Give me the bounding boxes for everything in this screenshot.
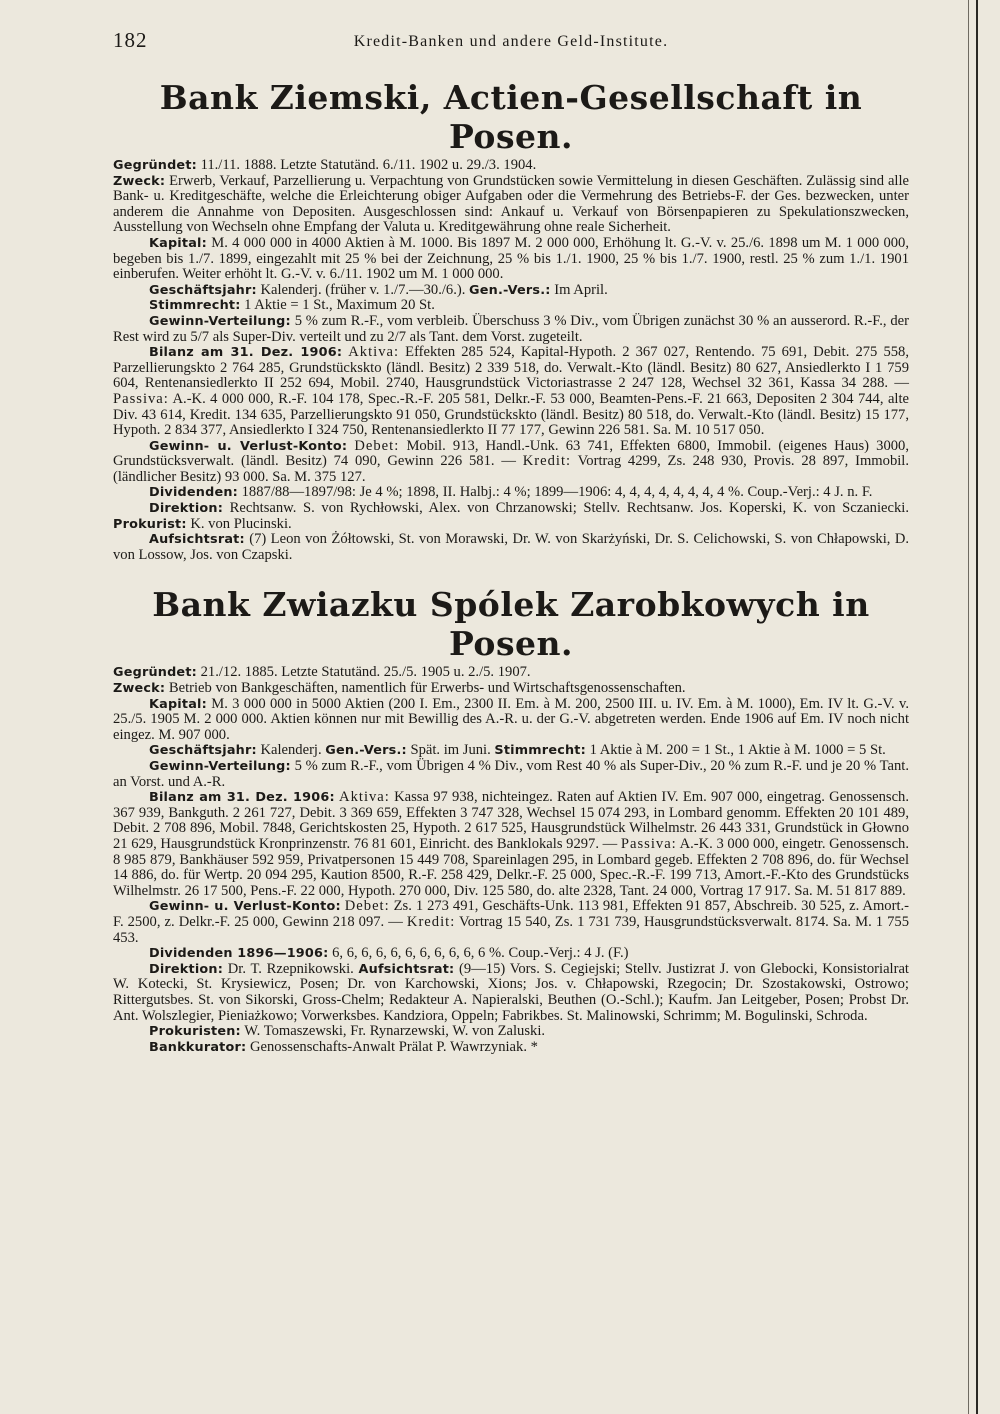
direktion-paragraph: Direktion: Dr. T. Rzepnikowski. Aufsichtsrat: (9—15) Vors. S. Cegiejski; Stellv. Justizrat J. von Glebocki, Konsistorialrat W. Kotecki, St. Krysiewicz, Posen; Dr. von Karchowski, Xions; Jos. v. Chłapowski, Rzegocin; Dr. Szostakowski, Ostrowo; Rittergutsbes. St. von Sikorski, Gross-Chelm; Redakteur A. Napieralski, Beuthen (O.-Schl.); Kaufm. Jan Leitgeber, Posen; Probst Dr. Ant. Wolszlegier, Pieniażkowo; Vorwerksbes. Kandziora, Oppeln; Fabrikbes. St. Malinowski, Schrimm; M. Bogulinski, Schroda. <box>113 960 909 1024</box>
direktion-paragraph: Direktion: Rechtsanw. S. von Rychłowski, Alex. von Chrzanowski; Stellv. Rechtsanw. Jos. Koperski, K. von Sczaniecki. Prokurist: K. von Plucinski. <box>113 500 909 532</box>
gegruendet-line: Gegründet: 21./12. 1885. Letzte Statutänd. 25./5. 1905 u. 2./5. 1907. <box>113 664 531 681</box>
zweck-paragraph: Zweck: Erwerb, Verkauf, Parzellierung u. Verpachtung von Grundstücken sowie Vermittelung in diesen Geschäften. Zulässig sind alle Bank- u. Kreditgeschäfte, welche die Erleichterung obiger Aufgaben oder die Vermehrung des Betriebs-F. der Ges. bezwecken, unter anderem die Annahme von Depositen. Ausgeschlossen sind: Ankauf u. Verkauf von Börsenpapieren zu Spekulationszwecken, Ausstellung von Wechseln ohne Empfang der Valuta u. Kreditgewährung ohne reale Sicherheit. <box>113 172 910 236</box>
kapital-paragraph: Kapital: M. 3 000 000 in 5000 Aktien (200 I. Em., 2300 II. Em. à M. 200, 2500 III. u. IV. Em. à M. 1000), Em. IV lt. G.-V. v. 25./5. 1905 M. 2 000 000. Aktien können nur mit Bewillig des A.-R. u. der G.-V. abgetreten werden. Ende 1906 auf Em. IV noch nicht eingez. M. 907 000. <box>113 695 909 743</box>
dividenden-paragraph: Dividenden 1896—1906: 6, 6, 6, 6, 6, 6, 6, 6, 6, 6, 6 %. Coup.-Verj.: 4 J. (F.) <box>149 945 629 962</box>
gewinn-verlust-paragraph: Gewinn- u. Verlust-Konto: Debet: Mobil. 913, Handl.-Unk. 63 741, Effekten 6800, Immobil. (eigenes Haus) 3000, Grundstücksverwalt. (ländl. Besitz) 74 090, Gewinn 226 581. — Kredit: Vortrag 4299, Zs. 248 930, Provis. 28 897, Immobil. (ländlicher Besitz) 93 000. Sa. M. 375 127. <box>113 437 909 485</box>
page-content <box>113 24 909 1055</box>
gewinnverteilung-paragraph: Gewinn-Verteilung: 5 % zum R.-F., vom Übrigen 4 % Div., vom Rest 40 % als Super-Div., 20 % zum R.-F. und je 20 % Tant. an Vorst. und A.-R. <box>113 758 909 790</box>
aufsichtsrat-paragraph: Aufsichtsrat: (7) Leon von Żółtowski, St. von Morawski, Dr. W. von Skarżyński, Dr. S. Celichowski, S. von Chłapowski, D. von Lossow, Jos. von Czapski. <box>113 531 910 563</box>
geschaeftsjahr-line: Geschäftsjahr: Kalenderj. (früher v. 1./7.—30./6.). Gen.-Vers.: Im April. <box>149 281 608 298</box>
stimmrecht-line: Stimmrecht: 1 Aktie = 1 St., Maximum 20 St. <box>149 297 435 314</box>
bankkurator-line: Bankkurator: Genossenschafts-Anwalt Prälat P. Wawrzyniak. * <box>149 1038 538 1055</box>
zweck-paragraph: Zweck: Betrieb von Bankgeschäften, namentlich für Erwerbs- und Wirtschaftsgenossenschaften. <box>113 680 686 697</box>
bilanz-paragraph: Bilanz am 31. Dez. 1906: Aktiva: Effekten 285 524, Kapital-Hypoth. 2 367 027, Rentendo. 75 691, Debit. 275 558, Parzellierungskto 2 764 285, Grundstückskto (ländl. Besitz) 2 339 518, do. Verwalt.-Kto (ländl. Besitz) 80 627, Ansiedlerkto I 1 759 604, Rentenansiedlerkto II 252 694, Mobil. 2740, Hausgrundstück Victoriastrasse 2 247 128, Wechsel 32 361, Kassa 34 288. — Passiva: A.-K. 4 000 000, R.-F. 104 178, Spec.-R.-F. 205 581, Delkr.-F. 53 000, Beamten-Pens.-F. 21 663, Depositen 2 304 744, alte Div. 43 614, Kredit. 134 635, Parzellierungskto 91 050, Grundstückskto (ländl. Besitz) 80 518, do. Verwalt.-Kto (ländl. Besitz) 15 177, Hypoth. 2 834 377, Ansiedlerkto I 324 750, Rentenansiedlerkto II 77 177, Gewinn 226 581. Sa. M. 10 517 050. <box>113 344 910 439</box>
bilanz-paragraph: Bilanz am 31. Dez. 1906: Aktiva: Kassa 97 938, nichteingez. Raten auf Aktien IV. Em. 907 000, eingetrag. Genossensch. 367 939, Bankguth. 2 261 727, Debit. 3 369 659, Effekten 3 747 328, Wechsel 15 074 293, in Lombard genomm. Effekten 20 101 489, Debit. 2 708 896, Mobil. 7848, Gerichtskosten 25, Hypoth. 2 617 525, Hausgrundstück Wilhelmstr. 26 443 331, Grundstück in Głowno 21 629, Hausgrundstück Kronprinzenstr. 76 81 601, Einricht. des Banklokals 9297. — Passiva: A.-K. 3 000 000, eingetr. Genossensch. 8 985 879, Bankhäuser 592 959, Privatpersonen 15 449 708, Spareinlagen 295, in Lombard gegeb. Effekten 2 708 896, do. für Wechsel 14 886, do. für Wertp. 20 094 295, Kaution 8500, R.-F. 258 429, Delkr.-F. 25 000, Spec.-R.-F. 199 713, Amort.-F.-Kto des Grundstücks Wilhelmstr. 26 17 500, Pens.-F. 22 000, Hypoth. 270 000, Div. 125 580, do. alte 2328, Tant. 24 000, Vortrag 17 917. Sa. M. 51 817 889. <box>113 789 909 899</box>
prokuristen-line: Prokuristen: W. Tomaszewski, Fr. Rynarzewski, W. von Zaluski. <box>149 1023 546 1040</box>
page-edge-line <box>976 0 978 1414</box>
gegruendet-line: Gegründet: 11./11. 1888. Letzte Statutänd. 6./11. 1902 u. 29./3. 1904. <box>113 157 537 173</box>
geschaeftsjahr-line: Geschäftsjahr: Kalenderj. Gen.-Vers.: Spät. im Juni. Stimmrecht: 1 Aktie à M. 200 = 1 St., 1 Aktie à M. 1000 = 5 St. <box>149 742 886 759</box>
kapital-paragraph: Kapital: M. 4 000 000 in 4000 Aktien à M. 1000. Bis 1897 M. 2 000 000, Erhöhung lt. G.-V. v. 25./6. 1898 um M. 1 000 000, begeben bis 1./7. 1899, eingezahlt mit 25 % bei der Zeichnung, 25 % bis 1./1. 1900, 25 % bis 1./7. 1900, restl. 25 % zum 1./1. 1901 einberufen. Weiter erhöht lt. G.-V. v. 6./11. 1902 um M. 1 000 000. <box>113 234 909 283</box>
page-edge-line-inner <box>968 0 969 1414</box>
gewinn-verlust-paragraph: Gewinn- u. Verlust-Konto: Debet: Zs. 1 273 491, Geschäfts-Unk. 113 981, Effekten 91 857, Abschreib. 30 525, z. Amort.-F. 2500, z. Delkr.-F. 25 000, Gewinn 218 097. — Kredit: Vortrag 15 540, Zs. 1 731 739, Hausgrundstücksverwalt. 8174. Sa. M. 1 755 453. <box>113 898 910 946</box>
dividenden-paragraph: Dividenden: 1887/88—1897/98: Je 4 %; 1898, II. Halbj.: 4 %; 1899—1906: 4, 4, 4, 4, 4, 4, 4, 4 %. Coup.-Verj.: 4 J. n. F. <box>149 484 873 501</box>
page-number: 182 <box>113 28 148 52</box>
gewinnverteilung-paragraph: Gewinn-Verteilung: 5 % zum R.-F., vom verbleib. Überschuss 3 % Div., vom Übrigen zunächst 30 % an ausserord. R.-F., der Rest wird zu 5/7 als Super-Div. verteilt und zu 2/7 als Tant. dem Vorst. zugeteilt. <box>113 312 909 345</box>
end-mark: * <box>530 1038 538 1055</box>
bank-entry-zwiazku <box>113 585 909 1055</box>
running-title: Kredit-Banken und andere Geld-Institute. <box>353 33 669 50</box>
bank-title: Bank Ziemski, Actien-Gesellschaft in Posen. <box>159 78 863 156</box>
bank-entry-ziemski <box>113 78 909 563</box>
page-header <box>113 24 909 64</box>
bank-title: Bank Zwiazku Spólek Zarobkowych in Posen. <box>152 585 870 664</box>
